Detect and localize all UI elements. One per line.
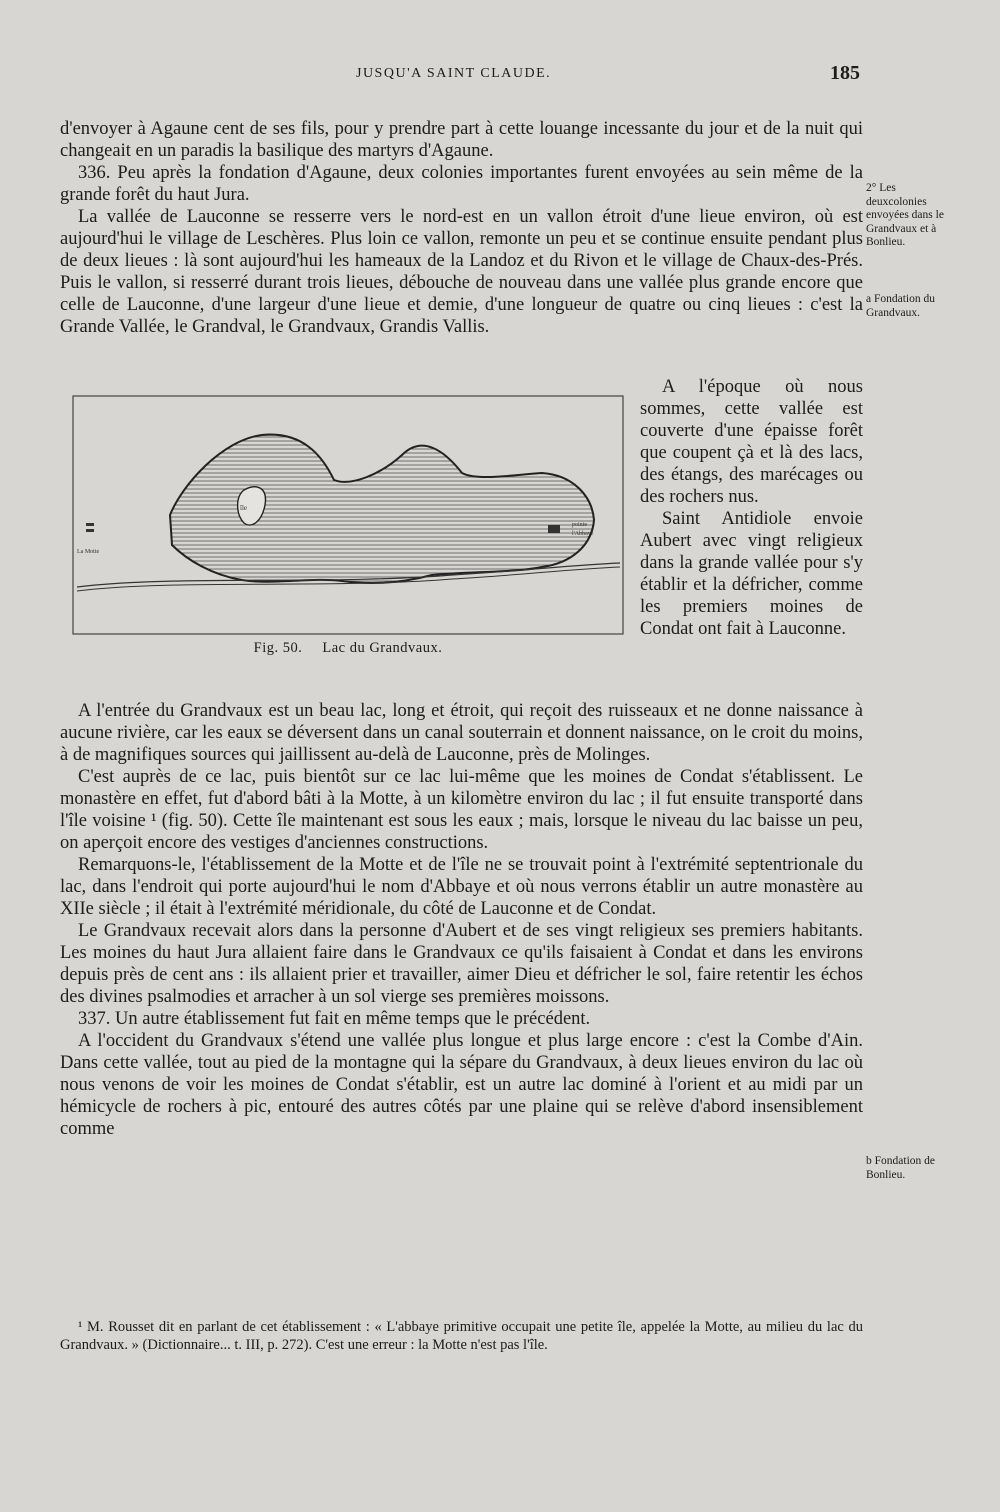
paragraph: Saint Antidiole envoie Aubert avec vingt religieux dans la grande vallée pour s'y établir et la défricher, comme les premiers moines de Condat ont fait à Lauconne. (640, 509, 863, 639)
paragraph: d'envoyer à Agaune cent de ses fils, pour y prendre part à cette louange incessante du jour et de la nuit qui changeait en un paradis la basilique des martyrs d'Agaune. (60, 119, 863, 161)
paragraph: 337. Un autre établissement fut fait en même temps que le précédent. (78, 1009, 591, 1029)
paragraph: Remarquons-le, l'établissement de la Motte et de l'île ne se trouvait point à l'extrémité septentrionale du lac, dans l'endroit qui porte aujourd'hui le nom d'Abbaye et où nous verrons établir un autre monastère au XIIe siècle ; il était à l'extrémité méridionale, du côté de Lauconne et de Condat. (60, 855, 863, 919)
body-text-top (60, 118, 863, 338)
side-column-text (640, 376, 863, 640)
figure-caption (72, 640, 624, 657)
map-label-motte: La Motte (77, 549, 100, 555)
margin-note-grandvaux: a Fondation du Grandvaux. (866, 293, 935, 319)
footnote (60, 1318, 863, 1354)
paragraph: A l'époque où nous sommes, cette vallée est couverte d'une épaisse forêt que coupent çà et là des lacs, des étangs, des marécages ou des rochers nus. (640, 377, 863, 507)
map-label-abbaye: l'Abbaye (572, 531, 594, 537)
lake-shape (170, 435, 594, 583)
page-number: 185 (830, 62, 860, 84)
lake-map-figure (72, 395, 624, 635)
abbaye-marker (548, 525, 560, 533)
paragraph: C'est auprès de ce lac, puis bientôt sur ce lac lui-même que les moines de Condat s'établissent. Le monastère en effet, fut d'abord bâti à la Motte, à un kilomètre environ du lac ; il fut ensuite transporté dans l'île voisine ¹ (fig. 50). Cette île maintenant est sous les eaux ; mais, lorsque le niveau du lac baisse un peu, on aperçoit encore des vestiges d'anciennes constructions. (60, 767, 863, 853)
body-text-bottom (60, 700, 863, 1140)
paragraph: Le Grandvaux recevait alors dans la personne d'Aubert et de ses vingt religieux ses premiers habitants. Les moines du haut Jura allaient faire dans le Grandvaux ce qu'ils faisaient à Condat et dans les environs depuis près de cent ans : ils allaient prier et travailler, aimer Dieu et défricher le sol, faire retentir les échos des divines psalmodies et arracher à un sol vierge ses premières moissons. (60, 921, 863, 1007)
paragraph: A l'entrée du Grandvaux est un beau lac, long et étroit, qui reçoit des ruisseaux et ne donne naissance à aucune rivière, car les eaux se déversent dans un canal souterrain et donnent naissance, on le croit du moins, à de magnifiques sources qui jaillissent au-delà de Lauconne, près de Molinges. (60, 701, 863, 765)
map-label-ile: île (240, 504, 247, 512)
margin-note-bonlieu: b Fondation de Bonlieu. (866, 1155, 935, 1181)
running-title: JUSQU'A SAINT CLAUDE. (356, 66, 552, 81)
page-header (60, 62, 860, 90)
motte-marker-1 (86, 523, 94, 526)
margin-note-colonies: 2° Les deuxcolonies envoyées dans le Grandvaux et à Bonlieu. (866, 182, 944, 248)
paragraph: A l'occident du Grandvaux s'étend une vallée plus longue et plus large encore : c'est la Combe d'Ain. Dans cette vallée, tout au pied de la montagne qui la sépare du Grandvaux, à deux lieues environ du lac où nous venons de voir les moines de Condat s'établir, est un autre lac dominé à l'orient et au midi par un hémicycle de rochers à pic, entouré des autres côtés par une plaine qui se relève d'abord insensiblement comme (60, 1031, 863, 1139)
paragraph: La vallée de Lauconne se resserre vers le nord-est en un vallon étroit d'une lieue environ, où est aujourd'hui le village de Leschères. Plus loin ce vallon, remonte un peu et se continue ensuite pendant plus de deux lieues : là sont aujourd'hui les hameaux de la Landoz et du Rivon et le village de Chaux-des-Prés. Puis le vallon, si resserré durant trois lieues, débouche de nouveau dans une vallée plus grande encore que celle de Lauconne, d'une largeur d'une lieue et demie, d'une longueur de quatre ou cinq lieues : c'est la Grande Vallée, le Grandval, le Grandvaux, Grandis Vallis. (60, 207, 863, 337)
map-label-pointe: pointe (572, 522, 587, 528)
motte-marker-2 (86, 529, 94, 532)
paragraph: 336. Peu après la fondation d'Agaune, deux colonies importantes furent envoyées au sein même de la grande forêt du haut Jura. (60, 163, 863, 205)
footnote-text: ¹ M. Rousset dit en parlant de cet établissement : « L'abbaye primitive occupait une petite île, appelée la Motte, au milieu du lac du Grandvaux. » (Dictionnaire... t. III, p. 272). C'est une erreur : la Motte n'est pas l'île. (60, 1319, 863, 1353)
figure-title: Lac du Grandvaux. (322, 640, 443, 656)
figure-number: Fig. 50. (253, 640, 303, 656)
